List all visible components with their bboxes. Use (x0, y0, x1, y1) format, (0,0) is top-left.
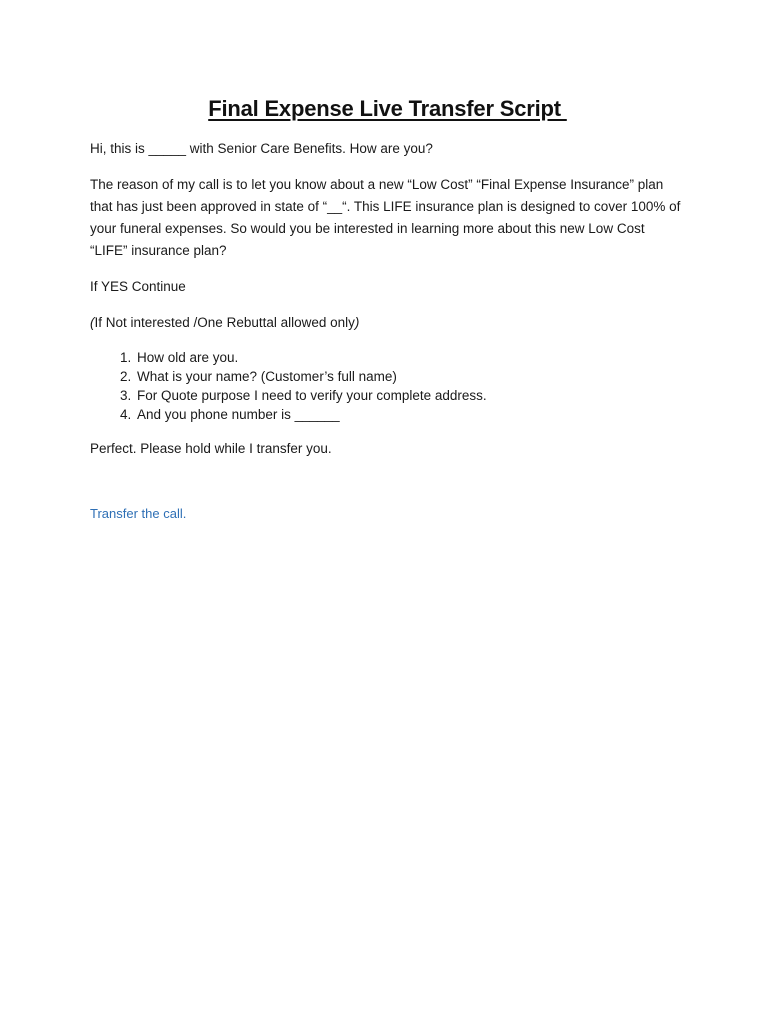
list-item: 2. What is your name? (Customer’s full name) (135, 367, 685, 386)
rebuttal-open-paren: ( (90, 315, 95, 330)
rebuttal-close-paren: ) (354, 315, 360, 330)
document-body (90, 96, 685, 524)
rebuttal-instruction (90, 312, 685, 334)
vertical-spacer (90, 474, 685, 504)
list-item: 1. How old are you. (135, 348, 685, 367)
pitch-paragraph: The reason of my call is to let you know about a new “Low Cost” “Final Expense Insurance” plan that has just been approved in state of “__“. This LIFE insurance plan is designed to cover 100% of your funeral expenses. So would you be interested in learning more about this new Low Cost “LIFE” insurance plan? (90, 177, 681, 258)
question-list (90, 348, 685, 424)
closing-paragraph: Perfect. Please hold while I transfer you. (90, 441, 332, 456)
if-yes-instruction: If YES Continue (90, 279, 186, 294)
greeting-paragraph: Hi, this is _____ with Senior Care Benefits. How are you? (90, 141, 433, 156)
list-item: 4. And you phone number is ______ (135, 405, 685, 424)
transfer-note: Transfer the call. (90, 506, 187, 521)
page-title: Final Expense Live Transfer Script (208, 96, 567, 121)
list-item: 3. For Quote purpose I need to verify your complete address. (135, 386, 685, 405)
rebuttal-text: If Not interested /One Rebuttal allowed only (94, 315, 355, 330)
